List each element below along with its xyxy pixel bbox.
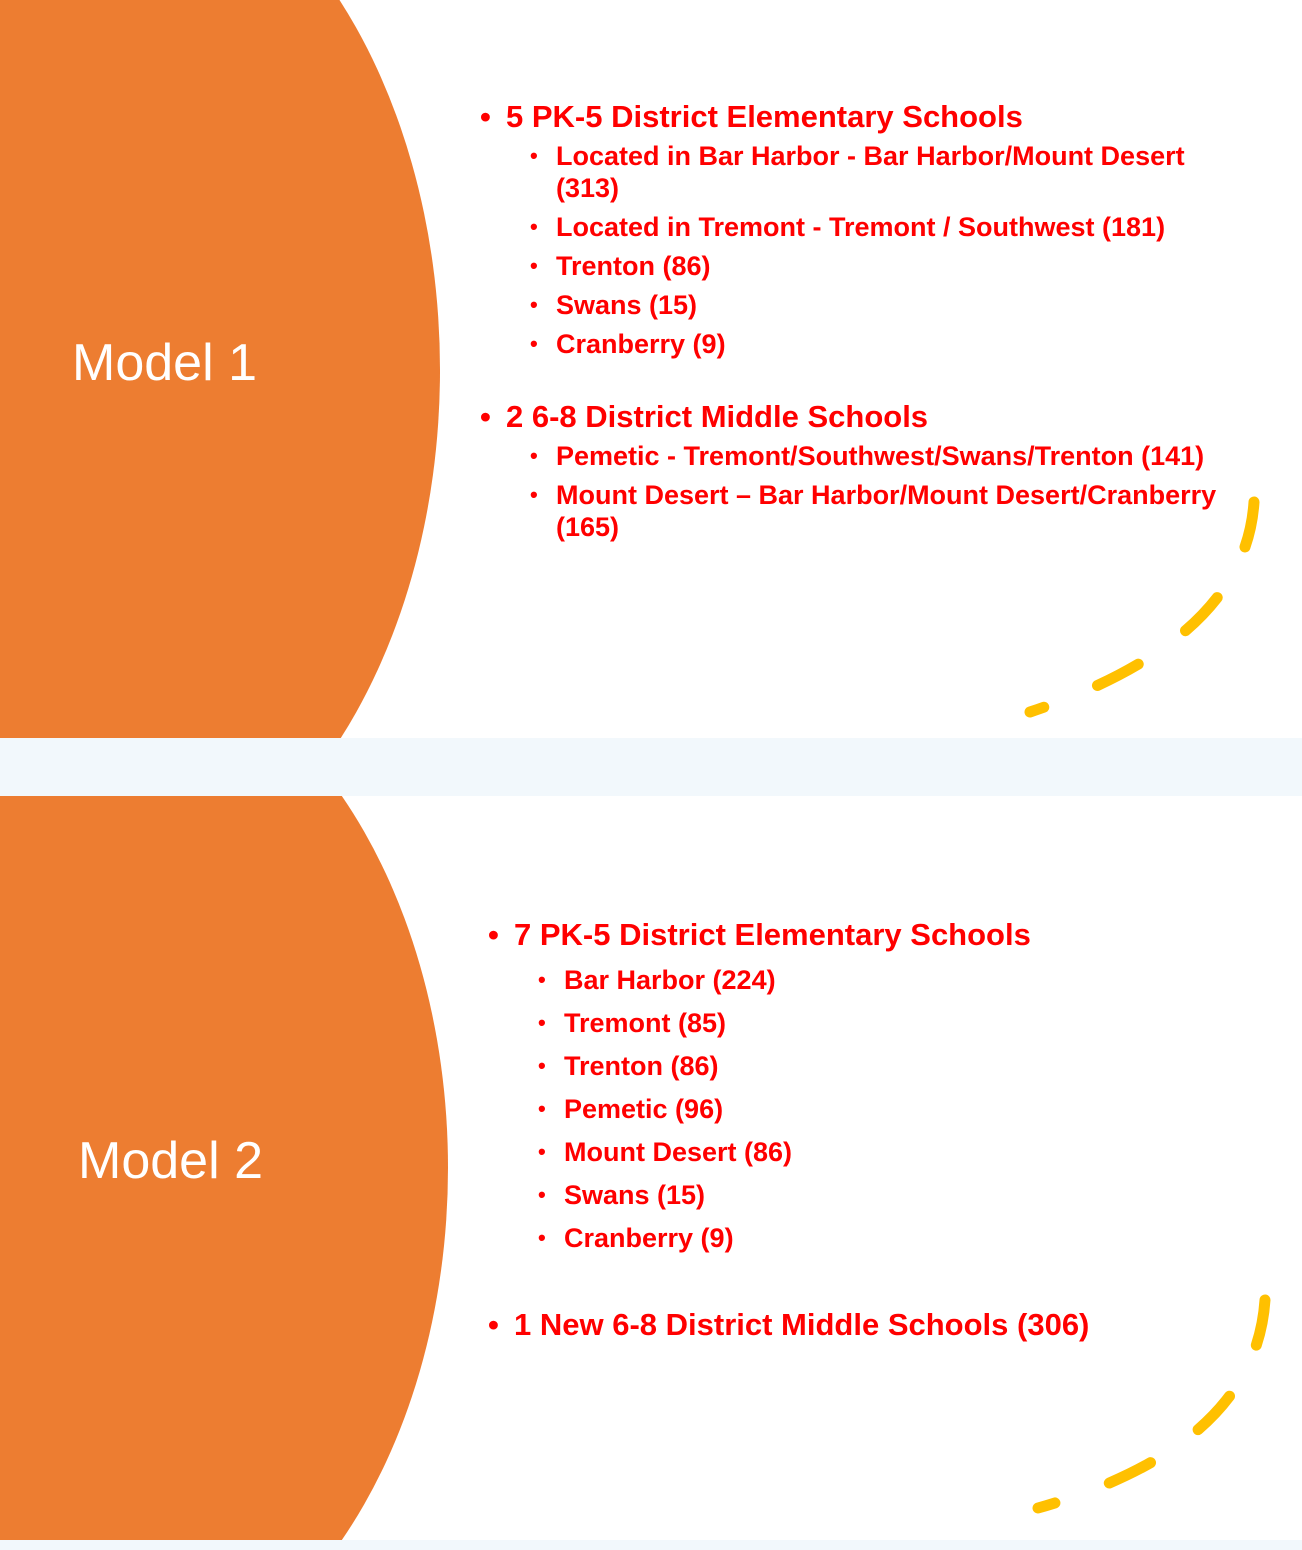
list-item: • Cranberry (9): [486, 1222, 1246, 1254]
list-item: • Swans (15): [486, 1179, 1246, 1211]
list-item: • Pemetic - Tremont/Southwest/Swans/Trenton (141): [478, 440, 1238, 472]
list-item: • Mount Desert – Bar Harbor/Mount Desert/Cranberry (165): [478, 479, 1238, 543]
list-heading: • 7 PK-5 District Elementary Schools: [486, 916, 1246, 954]
list-item: • Trenton (86): [486, 1050, 1246, 1082]
list-item: • Tremont (85): [486, 1007, 1246, 1039]
list-item: • Bar Harbor (224): [486, 964, 1246, 996]
list-heading: • 1 New 6-8 District Middle Schools (306): [486, 1306, 1246, 1344]
list-item: • Located in Tremont - Tremont / Southwest (181): [478, 211, 1238, 243]
list-item: • Mount Desert (86): [486, 1136, 1246, 1168]
slide-model-1: [0, 0, 1302, 738]
list-item: • Swans (15): [478, 289, 1238, 321]
dashed-swoosh-decoration: [0, 796, 1302, 1540]
slide-title: Model 1: [72, 334, 257, 392]
list-item: • Trenton (86): [478, 250, 1238, 282]
list-heading: • 5 PK-5 District Elementary Schools: [478, 98, 1238, 136]
list-item: • Located in Bar Harbor - Bar Harbor/Mount Desert (313): [478, 140, 1238, 204]
slide-model-2: [0, 796, 1302, 1540]
list-heading: • 2 6-8 District Middle Schools: [478, 398, 1238, 436]
list-item: • Pemetic (96): [486, 1093, 1246, 1125]
dashed-swoosh-decoration: [0, 0, 1302, 738]
list-item: • Cranberry (9): [478, 328, 1238, 360]
slide-title: Model 2: [78, 1132, 263, 1190]
